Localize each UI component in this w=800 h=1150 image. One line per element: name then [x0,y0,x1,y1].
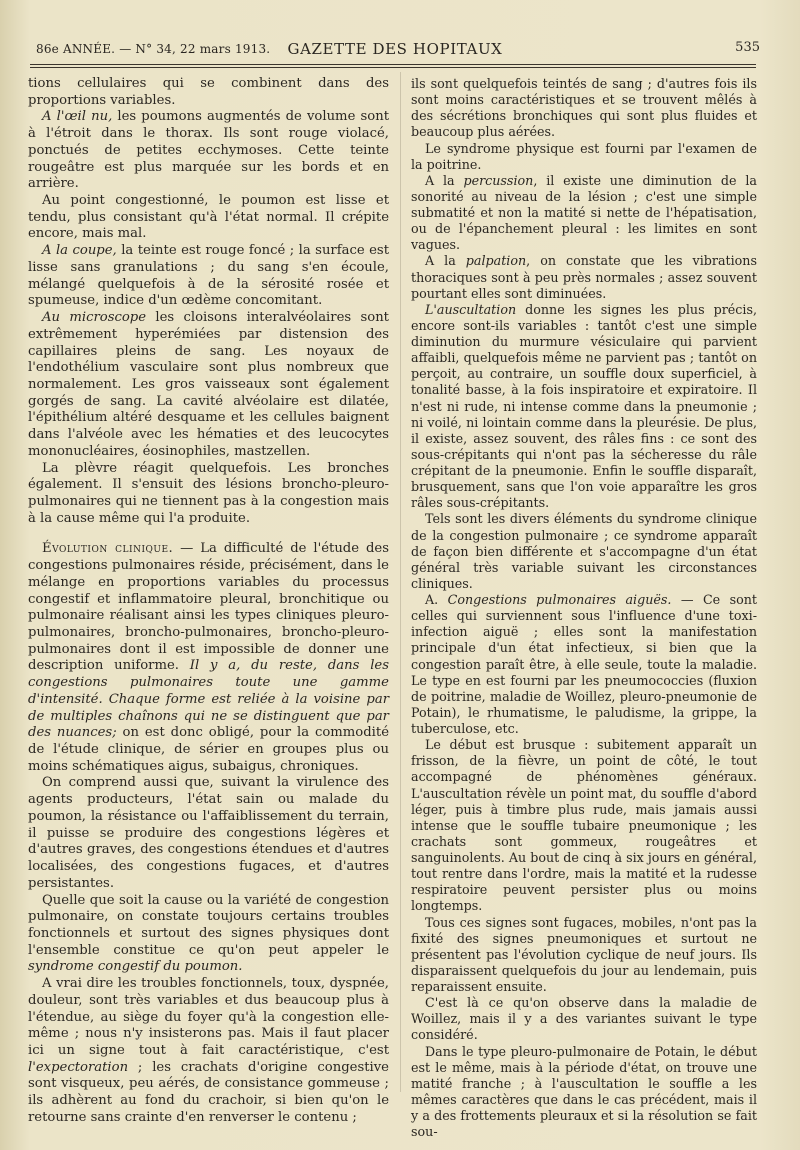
right-column [411,76,757,1140]
page-header [30,38,760,60]
paragraph: A la palpation, on constate que les vibrations thoraciques sont à peu près normales ; assez souvent pourtant elles sont diminuées. [411,253,757,301]
paragraph: A la percussion, il existe une diminution de la sonorité au niveau de la lésion ; c'est une simple submatité et non la matité si nette de l'hépatisation, ou de l'épanchement pleural : les limites en sont vagues. [411,172,757,253]
paragraph: Dans le type pleuro-pulmonaire de Potain, le début est le même, mais à la période d'état, on trouve une matité franche ; à l'auscultation le souffle a les mêmes caractères que dans le cas précédent, mais il y a des frottements pleuraux et si la résolution se fait sou- [411,1043,757,1140]
paragraph: Tous ces signes sont fugaces, mobiles, n'ont pas la fixité des signes pneumoniques et surtout ne présentent pas l'évolution cyclique de neuf jours. Ils disparaissent quelquefois du jour au lendemain, puis reparaissent ensuite. [411,914,757,994]
section-heading: Évolution clinique. [42,541,174,557]
paragraph: A la coupe, la teinte est rouge foncé ; la surface est lisse sans granulations ; du sang s'en écoule, mélangé quelquefois à de la sérosité rosée et spumeuse, indice d'un œdème concomitant. [28,243,389,309]
journal-title: GAZETTE DES HOPITAUX [287,40,503,58]
paragraph: A l'œil nu, les poumons augmentés de volume sont à l'étroit dans le thorax. Ils sont rouge violacé, ponctués de petites ecchymoses. Cette teinte rougeâtre est plus marquée sur les bords et en arrière. [28,109,389,192]
issue-line: 86e ANNÉE. — N° 34, 22 mars 1913. [36,42,271,56]
header-rule [30,64,756,65]
paragraph: C'est là ce qu'on observe dans la maladie de Woillez, mais il y a des variantes suivant le type considéré. [411,995,757,1043]
page-number: 535 [735,40,760,55]
paragraph: Quelle que soit la cause ou la variété de congestion pulmonaire, on constate toujours certains troubles fonctionnels et surtout des signes physiques dont l'ensemble constitue ce qu'on peut appeler le syndrome congestif du poumon. [28,892,389,975]
left-column [28,76,389,1127]
paragraph: ils sont quelquefois teintés de sang ; d'autres fois ils sont moins caractéristiques et se trouvent mêlés à des sécrétions bronchiques qui sont plus fluides et beaucoup plus aérées. [411,76,757,140]
paragraph: La plèvre réagit quelquefois. Les bronches également. Il s'ensuit des lésions broncho-pleuro-pulmonaires qui ne tiennent pas à la congestion mais à la cause même qui l'a produite. [28,460,389,526]
header-rule-double [30,67,756,68]
paragraph: A vrai dire les troubles fonctionnels, toux, dyspnée, douleur, sont très variables et dus beaucoup plus à l'étendue, au siège du foyer qu'à la congestion elle-même ; nous n'y insisterons pas. Mais il faut placer ici un signe tout à fait caractéristique, c'est l'expectoration ; les crachats d'origine congestive sont visqueux, peu aérés, de consistance gommeuse ; ils adhèrent au fond du crachoir, si bien qu'on le retourne sans crainte d'en renverser le contenu ; [28,976,389,1125]
column-divider [400,72,401,1092]
paragraph: Au microscope les cloisons interalvéolaires sont extrêmement hyperémiées par distension des capillaires pleins de sang. Les noyaux de l'endothélium vasculaire sont plus nombreux que normalement. Les gros vaisseaux sont également gorgés de sang. La cavité alvéolaire est dilatée, l'épithélium altéré desquame et les cellules baignent dans l'alvéole avec les hématies et des leucocytes mononucléaires, éosinophiles, mastzellen. [28,310,389,459]
paragraph: tions cellulaires qui se combinent dans des proportions variables. [28,76,389,108]
paragraph: On comprend aussi que, suivant la virulence des agents producteurs, l'état sain ou malade du poumon, la résistance ou l'affaiblissement du terrain, il puisse se produire des congestions légères et d'autres graves, des congestions étendues et d'autres localisées, des congestions fugaces, et d'autres persistantes. [28,775,389,891]
paragraph: A. Congestions pulmonaires aiguës. — Ce sont celles qui surviennent sous l'influence d'une toxi-infection aiguë ; elles sont la manifestation principale d'un état infectieux, si bien que la congestion paraît être, à elle seule, toute la maladie. Le type en est fourni par les pneumococcies (fluxion de poitrine, maladie de Woillez, pleuro-pneumonie de Potain), le rhumatisme, le paludisme, la grippe, la tuberculose, etc. [411,592,757,736]
paragraph: Le début est brusque : subitement apparaît un frisson, de la fièvre, un point de côté, le tout accompagné de phénomènes généraux. L'auscultation révèle un point mat, du souffle d'abord léger, puis à timbre plus rude, mais jamais aussi intense que le souffle tubaire pneumonique ; les crachats sont gommeux, rougeâtres et sanguinolents. Au bout de cinq à six jours en général, tout rentre dans l'ordre, mais la matité et la rudesse respiratoire peuvent persister plus ou moins longtemps. [411,737,757,914]
paragraph: Tels sont les divers éléments du syndrome clinique de la congestion pulmonaire ; ce syndrome apparaît de façon bien différente et s'accompagne d'un état général très variable suivant les circonstances cliniques. [411,511,757,591]
paragraph: Au point congestionné, le poumon est lisse et tendu, plus consistant qu'à l'état normal. Il crépite encore, mais mal. [28,193,389,242]
paragraph: L'auscultation donne les signes les plus précis, encore sont-ils variables : tantôt c'est une simple diminution du murmure vésiculaire qui parvient affaibli, quelquefois même ne parvient pas ; tantôt on perçoit, au contraire, un souffle doux superficiel, à tonalité basse, à la fois inspiratoire et expiratoire. Il n'est ni rude, ni intense comme dans la pneumonie ; ni voilé, ni lointain comme dans la pleurésie. De plus, il existe, assez souvent, des râles fins : ce sont des sous-crépitants qui n'ont pas la sécheresse du râle crépitant de la pneumonie. Enfin le souffle disparaît, brusquement, sans que l'on voie apparaître les gros râles sous-crépitants. [411,301,757,511]
paragraph: Le syndrome physique est fourni par l'examen de la poitrine. [411,140,757,172]
section-evolution-clinique: Évolution clinique. — La difficulté de l'étude des congestions pulmonaires réside, précisément, dans le mélange en proportions variables du processus congestif et inflammatoire pleural, bronchitique ou pulmonaire réalisant ainsi les types cliniques pleuro-pulmonaires, broncho-pulmonaires, broncho-pleuro-pulmonaires dont il est impossible de donner une description uniforme. Il y a, du reste, dans les congestions pulmonaires toute une gamme d'intensité. Chaque forme est reliée à la voisine par de multiples chaînons qui ne se distinguent que par des nuances; on est donc obligé, pour la commodité de l'étude clinique, de sérier en groupes plus ou moins schématiques aigus, subaigus, chroniques. [28,541,390,774]
